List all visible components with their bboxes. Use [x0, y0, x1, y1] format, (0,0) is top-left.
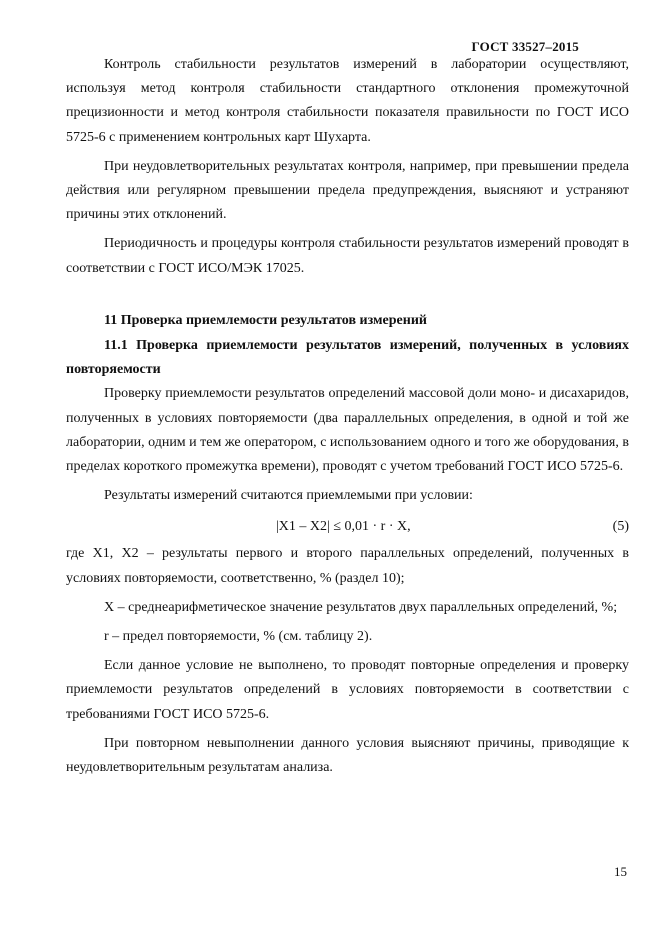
definition-r: r – предел повторяемости, % (см. таблицу 2). — [104, 629, 373, 645]
formula-5 — [66, 513, 629, 541]
document-body — [66, 53, 629, 785]
subsection-title: 11.1 Проверка приемлемости результатов измерений, полученных в условиях повторяемости — [66, 338, 629, 378]
section-gap — [66, 286, 629, 309]
formula-number: (5) — [612, 519, 629, 535]
document-id-header: ГОСТ 33527–2015 — [471, 39, 579, 54]
formula-expression: |X1 – X2| ≤ 0,01 · r · X, — [276, 519, 411, 535]
paragraph-unsatisfactory-results: При неудовлетворительных результатах контроля, например, при превышении предела действия или регулярном превышении предела предупреждения, выясняют и устраняют причины этих отклонений. — [66, 158, 629, 223]
paragraph-stability-control: Контроль стабильности результатов измерений в лаборатории осуществляют, используя метод контроля стабильности стандартного отклонения промежуточной прецизионности и метод контроля стабильности показателя правильности по ГОСТ ИСО 5725-6 с применением контрольных карт Шухарта. — [66, 57, 629, 145]
paragraph-repeat-determination: Если данное условие не выполнено, то проводят повторные определения и проверку приемлемости результатов определений в условиях повторяемости в соответствии с требованиями ГОСТ ИСО 5725-6. — [66, 658, 629, 722]
section-title: 11 Проверка приемлемости результатов измерений — [104, 312, 427, 328]
page-number: 15 — [614, 864, 627, 879]
paragraph-repeat-failure: При повторном невыполнении данного условия выясняют причины, приводящие к неудовлетворительным результатам анализа. — [66, 735, 629, 776]
paragraph-acceptability-check: Проверку приемлемости результатов определений массовой доли моно- и дисахаридов, полученных в условиях повторяемости (два параллельных определения, в одной и той же лаборатории, одним и тем же оператором, с использованием одного и того же оборудования, в пределах короткого промежутка времени), проводят с учетом требований ГОСТ ИСО 5725-6. — [66, 386, 629, 475]
definition-x-mean: X – среднеарифметическое значение результатов двух параллельных определений, %; — [104, 599, 618, 615]
definition-x1-x2: где X1, X2 – результаты первого и второго параллельных определений, полученных в условиях повторяемости, соответственно, % (раздел 10); — [66, 546, 629, 586]
paragraph-acceptance-condition: Результаты измерений считаются приемлемыми при условии: — [104, 488, 473, 504]
paragraph-periodicity: Периодичность и процедуры контроля стабильности результатов измерений проводят в соответствии с ГОСТ ИСО/МЭК 17025. — [66, 236, 629, 276]
